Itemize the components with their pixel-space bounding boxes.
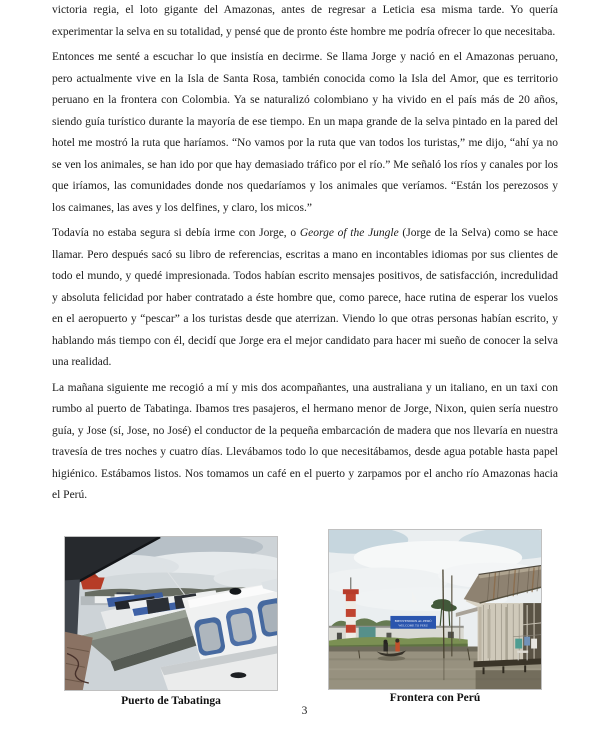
- photo-puerto-illustration: [65, 537, 277, 690]
- sign-text-line2: WELCOME TO PERU: [398, 623, 429, 628]
- paragraph: victoria regia, el loto gigante del Amazonas, antes de regresar a Leticia esa misma tarde. Yo quería experimentar la selva en su totalidad, y pensé que de pronto éste hombre me podría ofrecer lo que necesitaba.: [52, 4, 558, 38]
- photo-frontera-illustration: [329, 530, 541, 689]
- paragraph-text: Todavía no estaba segura si debía irme con Jorge, o: [52, 227, 300, 239]
- page-content: [52, 0, 558, 511]
- paragraph-text: Entonces me senté a escuchar lo que insistía en decirme. Se llama Jorge y nació en el Amazonas peruano, pero actualmente vive en la Isla de Santa Rosa, también conocida como la Isla del Amor, que es territorio peruano en la frontera con Colombia. Ya se naturalizó colombiano y ha vivido en el país más de 20 años, siendo guía turístico durante la mayoría de ese tiempo. En un mapa grande de la selva pintado en la pared del hotel me mostró la ruta que haríamos. “No vamos por la ruta que van todos los turistas,” me dijo, “ahí ya no se ven los animales, se han ido por que hay demasiado tráfico por el río.” Me señaló los ríos y canales por los que iríamos, las comunidades donde nos quedaríamos y los animales que veríamos. “Están los perezosos y los caimanes, las aves y los delfines, y claro, los micos.”: [52, 51, 558, 214]
- sign-text-line1: BIENVENIDOS AL PERÚ: [394, 618, 432, 623]
- paragraph: [52, 47, 558, 219]
- page-number: 3: [301, 705, 308, 717]
- paragraph-text: (Jorge de la Selva) como se hace llamar. Pero después sacó su libro de referencias, escritas a mano en incontables idiomas por sus clientes de todo el mundo, y quedé impresionada. Todos habían escrito mensajes positivos, de satisfacción, incredulidad y absoluta felicidad por haber contratado a éste hombre que, como parece, hace rutina de esperar los vuelos en el aeropuerto y “pescar” a los turistas desde que aterrizan. Viendo lo que otras personas habían escrito, y hablando más tiempo con él, decidí que Jorge era el mejor candidato para hacer mi sueño de conocer la selva una realidad.: [52, 227, 558, 368]
- photo-puerto-de-tabatinga: [64, 536, 278, 691]
- welcome-sign: [390, 616, 436, 629]
- figure-caption-puerto: Puerto de Tabatinga: [121, 695, 221, 707]
- figure-caption-frontera: Frontera con Perú: [389, 692, 481, 704]
- photo-frontera-con-peru: [328, 529, 542, 690]
- paragraph: [52, 223, 558, 374]
- paragraph: La mañana siguiente me recogió a mí y mis dos acompañantes, una australiana y un italiano, en un taxi con rumbo al puerto de Tabatinga. Ibamos tres pasajeros, el hermano menor de Jorge, Nixon, quien sería nuestro guía, y Jose (sí, Jose, no José) el conductor de la pequeña embarcación de madera que nos llevaría en nuestra travesía de tres noches y cuatro días. Llevábamos todo lo que necesitábamos, desde agua potable hasta papel higiénico. Estábamos listos. Nos tomamos un café en el puerto y zarpamos por el ancho río Amazonas hacia el Perú.: [52, 381, 558, 501]
- book-title-italic: George of the Jungle: [299, 227, 399, 239]
